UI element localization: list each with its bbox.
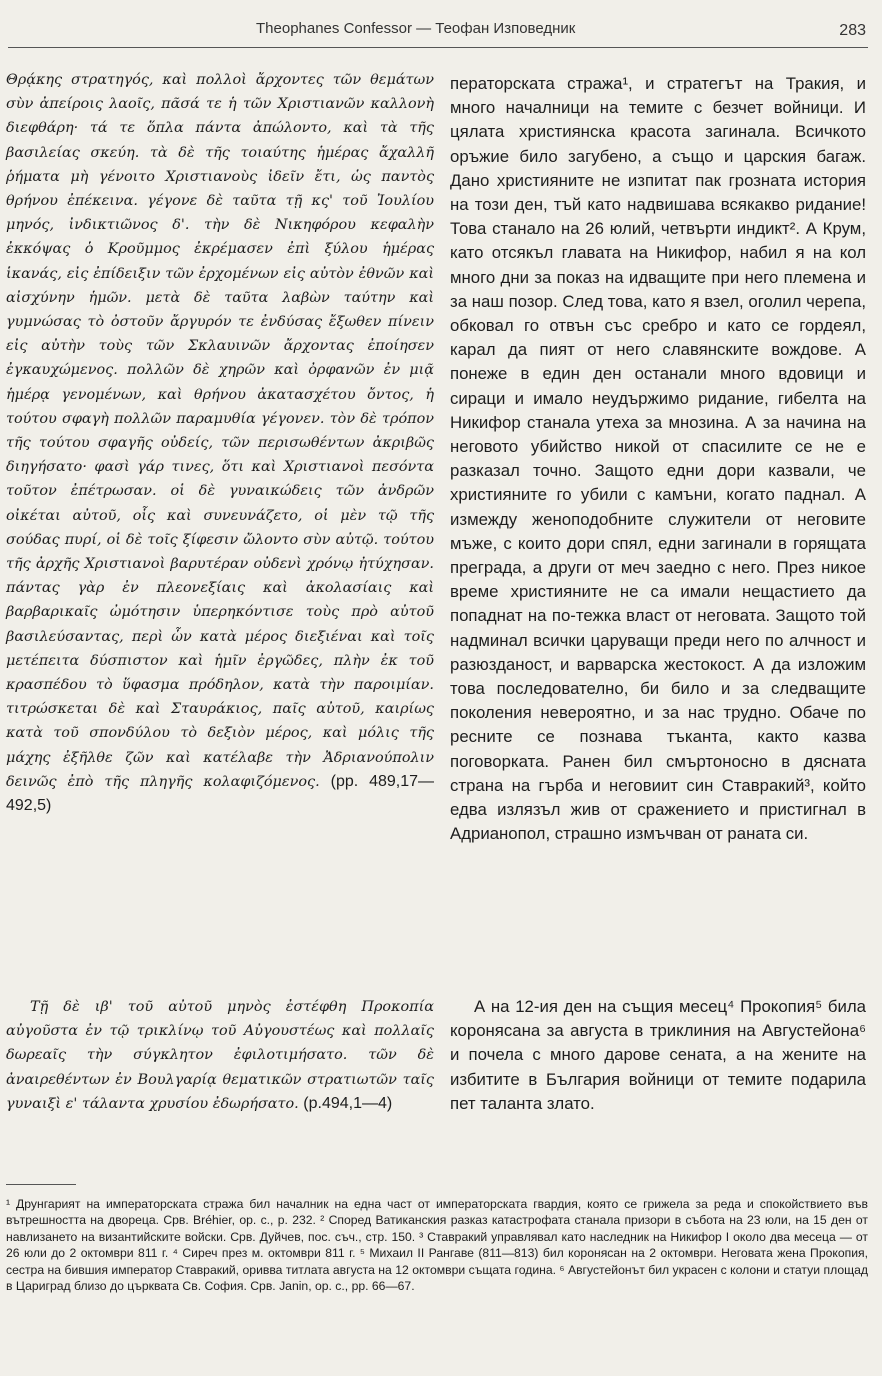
greek-paragraph-1 <box>6 68 434 818</box>
footnote-rule <box>6 1184 76 1185</box>
greek-main-text <box>6 68 434 818</box>
footnote-5: ⁵ Михаил II Рангаве (811—813) бил коронясан на 2 октомври. Неговата жена Прокопия, сестра на бившия император Ставракий, оривва титлата августа на 12 октомври същата година. <box>6 1246 869 1277</box>
footnote-4: ⁴ Сиреч през м. октомври 811 г. <box>172 1246 356 1261</box>
bulgarian-paragraph-1: ператорската стража¹, и стратегът на Тракия, и много началници на темите с безчет войници. И цялата християнска красота загинала. Всичкото оръжие било загубено, а също и царския багаж. Дано християните не изпитат пак грозната история на този ден, тъй като надвишава всякакво ридание! Това станало на 26 юлий, четвърти индикт². А Крум, като отсякъл главата на Никифор, набил я на кол много дни за показ на идващите при него племена и за наш позор. След това, като я взел, оголил черепа, обковал го отвън със сребро и като се гордеял, карал да пият от него славянските вождове. А понеже в един ден останали много вдовици и сираци и имало неудържимо ридание, гибелта на Никифор станала утеха за мнозина. А за начина на неговото убийство никой от спасилите се не е разказал точно. Защото едни дори казвали, че християните го убили с камъни, когато паднал. А измежду женоподобните служители от неговите мъже, с които дори спял, едни загинали в горящата преграда, а други от меч заедно с него. През никое време християните не са имали нещастието да попаднат на по-тежка власт от неговата. Защото той надминал всички царуващи преди него по алчност и разюзданост, и варварска жестокост. А да изложим това последователно, би било и за следващите поколения невероятно, и за нас трудно. Обаче по ресните се познава тъканта, както казва поговорката. Ранен бил смъртоносно в дясната страна на гърба и неговиит син Ставракий³, който едва излязъл жив от сражението и пристигнал в Адрианопол, страшно измъчван от раната си. <box>450 74 866 844</box>
bulgarian-second-text <box>450 995 866 1116</box>
footnote-2: ² Според Ватиканския разказ катастрофата станала призори в събота на 23 юли, на 15 ден от навлизането на византийските войски. Срв. Дуйчев, пос. съч., стр. 150. <box>6 1213 868 1244</box>
footnote-1: ¹ Друнгарият на императорската стража бил началник на една част от императорската гвардия, която се грижела за реда и спокойствието във вътрешността на двореца. Срв. Bréhier, op. c., p. 232. <box>6 1197 868 1228</box>
page-number: 283 <box>839 22 866 39</box>
greek-paragraph-2-text: Τῇ δὲ ιβ' τοῦ αὐτοῦ μηνὸς ἐστέφθη Προκοπία αὐγοῦστα ἐν τῷ τρικλίνῳ τοῦ Αὐγουστέως καὶ πολλαῖς δωρεαῖς τὴν σύγκλητον ἐφιλοτιμήσατο. τῶν δὲ ἀναιρεθέντων ἐν Βουλγαρίᾳ θεματικῶν στρατιωτῶν ταῖς γυναιξὶ ε' τάλαντα χρυσίου ἐδωρήσατο. <box>6 999 434 1112</box>
header-rule <box>8 47 868 48</box>
footnotes <box>6 1196 868 1294</box>
running-title: Theophanes Confessor — Теофан Изповедник <box>256 20 576 37</box>
greek-paragraph-2-ref: (p.494,1—4) <box>303 1094 393 1112</box>
greek-paragraph-2 <box>6 995 434 1116</box>
greek-second-text <box>6 995 434 1116</box>
greek-paragraph-1-text: Θρᾴκης στρατηγός, καὶ πολλοὶ ἄρχοντες τῶν θεμάτων σὺν ἀπείροις λαοῖς, πᾶσά τε ἡ τῶν Χριστιανῶν καλλονὴ διεφθάρη· τά τε ὅπλα πάντα ἀπώλοντο, καὶ τὰ τῆς βασιλείας σκεύη. τὰ δὲ τῆς τοιαύτης ἡμέρας ἄχαλλῆ ῥήματα μὴ γένοιτο Χριστιανοὺς ἰδεῖν ἔτι, ὡς παντὸς θρήνου ἐπέκεινα. γέγονε δὲ ταῦτα τῇ κς' τοῦ Ἰουλίου μηνός, ἰνδικτιῶνος δ'. τὴν δὲ Νικηφόρου κεφαλὴν ἐκκόψας ὁ Κροῦμμος ἐκρέμασεν ἐπὶ ξύλου ἡμέρας ἱκανάς, εἰς ἐπίδειξιν τῶν ἐρχομένων εἰς αὐτὸν ἐθνῶν καὶ αἰσχύνην ἡμῶν. μετὰ δὲ ταῦτα λαβὼν ταύτην καὶ γυμνώσας τὸ ὀστοῦν ἄργυρόν τε ἐνδύσας ἔξωθεν πίνειν εἰς αὐτὴν τοὺς τῶν Σκλαυινῶν ἄρχοντας ἐποίησεν ἐγκαυχώμενος. πολλῶν δὲ χηρῶν καὶ ὀρφανῶν ἐν μιᾷ ἡμέρᾳ γενομένων, καὶ θρήνου ἀκατασχέτου ὄντος, ἡ τούτου σφαγὴ πολλῶν παραμυθία γέγονεν. τὸν δὲ τρόπον τῆς τούτου σφαγῆς οὐδείς, τῶν περισωθέντων ἀκριβῶς διηγήσατο· φασὶ γάρ τινες, ὅτι καὶ Χριστιανοὶ πεσόντα τοῦτον ἐπέτρωσαν. οἱ δὲ γυναικώδεις τῶν ἀνδρῶν οἰκέται αὐτοῦ, οἷς καὶ συνευνάζετο, οἱ μὲν τῷ τῆς σούδας πυρί, οἱ δὲ τοῖς ξίφεσιν ὤλοντο σὺν αὐτῷ. τούτου τῆς ἀρχῆς Χριστιανοὶ βαρυτέραν οὐδενὶ χρόνῳ ἠτύχησαν. πάντας γὰρ ἐν πλεονεξίαις καὶ ἀκολασίαις καὶ βαρβαρικαῖς ὠμότησιν ὑπερηκόντισε τοὺς πρὸ αὐτοῦ βασιλεύσαντας, περὶ ὧν κατὰ μέρος διεξιέναι καὶ τοῖς μετέπειτα δύσπιστον καὶ ἡμῖν ἐργῶδες, πλὴν ἐκ τοῦ κρασπέδου τὸ ὕφασμα πρόδηλον, κατὰ τὴν παροιμίαν. τιτρώσκεται δὲ καὶ Σταυράκιος, παῖς αὐτοῦ, καιρίως κατὰ τοῦ σπονδύλου τὸ δεξιὸν μέρος, καὶ μόλις τῆς μάχης ἐξῆλθε ζῶν καὶ κατέλαβε τὴν Ἀδριανούπολιν δεινῶς ἐπὸ τῆς πληγῆς κολαφιζόμενος. <box>6 72 434 790</box>
bulgarian-paragraph-2: А на 12-ия ден на същия месец⁴ Прокопия⁵ била коронясана за августа в триклиния на Августейона⁶ и почела с много дарове сената, а на жените на избитите в България войници от темите подарила пет таланта злато. <box>450 997 866 1113</box>
footnote-6: ⁶ Августейонът бил украсен с колони и статуи площад в Цариград близо до църквата Св. София. Срв. Janin, op. c., pp. 66—67. <box>6 1262 869 1294</box>
bulgarian-main-text <box>450 72 866 847</box>
greek-paragraph-1-ref: (pp. 489,17—492,5) <box>6 772 435 815</box>
footnote-3: ³ Ставракий управлявал като наследник на Никифор I около два месеца — от 26 юли до 2 октомври 811 г. <box>6 1229 869 1261</box>
page-header <box>0 14 882 54</box>
